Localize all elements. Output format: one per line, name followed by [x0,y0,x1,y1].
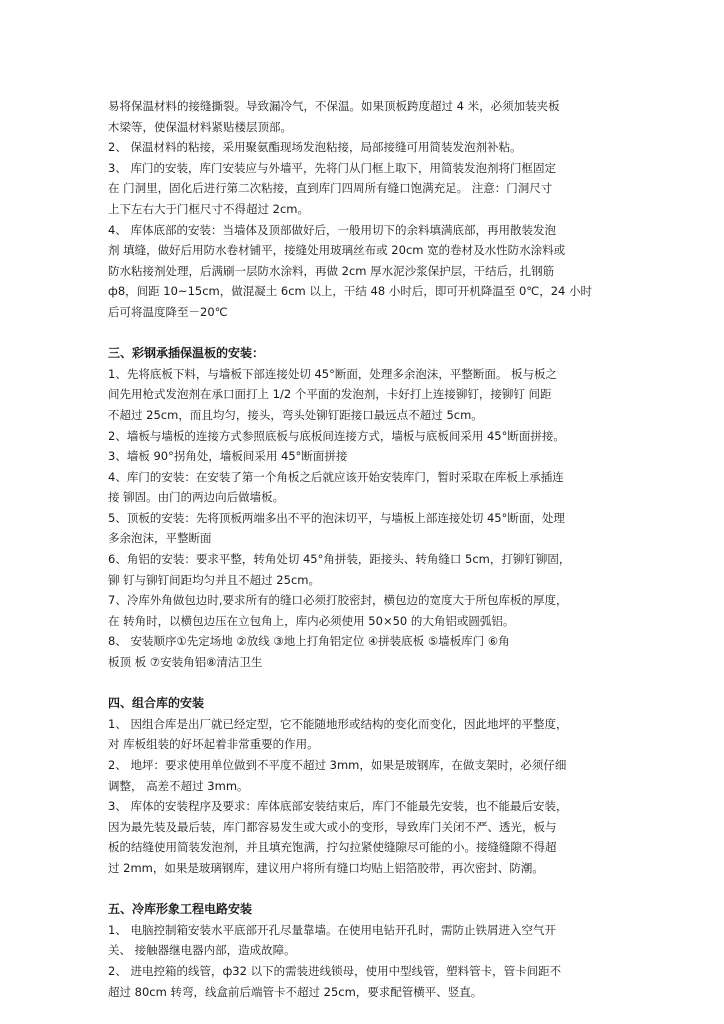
section-heading: 五、冷库形象工程电路安装 [108,902,253,917]
text-line: 防水粘接剂处理，后满刷一层防水涂料，再做 2cm 厚水泥沙浆保护层，干结后，扎钢筋 [108,263,555,278]
text-line: 2、 地坪：要求使用单位做到不平度不超过 3mm，如果是玻钢库，在做支架时，必须仔细 [108,758,567,772]
section-heading: 四、组合库的安装 [108,696,205,711]
text-line: 剂 填缝，做好后用防水卷材铺平，接缝处用玻璃丝布或 20cm 宽的卷材及水性防水涂料或 [108,243,566,258]
text-line: 因为最先装及最后装，库门都容易发生或大或小的变形，导致库门关闭不严、透光，板与 [108,819,557,834]
text-line: 7、冷库外角做包边时,要求所有的缝口必须打胶密封，横包边的宽度大于所包库板的厚度， [108,593,568,608]
text-line: 1、 因组合库是出厂就已经定型，它不能随地形或结构的变化而变化，因此地坪的平整度， [108,716,568,731]
text-line: 4、 库体底部的安装：当墙体及顶部做好后，一般用切下的余料填满底部，再用散装发泡 [108,222,556,237]
paragraph-gap [108,673,620,694]
text-line: 铆 钉与铆钉间距均匀并且不超过 25cm。 [108,572,320,587]
text-line: 在 门洞里，固化后进行第二次粘接，直到库门四周所有缝口饱满充足。 注意：门洞尺寸 [108,181,553,196]
section-3 [108,343,620,673]
text-line: 4、库门的安装：在安装了第一个角板之后就应该开始安装库门，暂时采取在库板上承插连 [108,469,564,484]
paragraph-gap [108,323,620,344]
text-line: 2、墙板与墙板的连接方式参照底板与底板间连接方式，墙板与底板间采用 45°断面拼接。 [108,428,565,443]
text-line: 2、 保温材料的粘接，采用聚氨酯现场发泡粘接，局部接缝可用简装发泡剂补粘。 [108,140,522,155]
text-line: 板的结缝使用简装发泡剂，并且填充饱满，拧勾拉紧使缝隙尽可能的小。接缝缝隙不得超 [108,840,557,855]
paragraph-gap [108,879,620,900]
text-line: 木梁等，使保温材料紧贴楼层顶部。 [108,119,292,134]
text-line: 2、 进电控箱的线管，ф32 以下的需装进线锁母，使用中型线管，塑料管卡，管卡间距不 [108,963,562,978]
text-line: 5、顶板的安装：先将顶板两端多出不平的泡沫切平，与墙板上部连接处切 45°断面，处理 [108,510,565,525]
section-heading: 三、彩钢承插保温板的安装： [108,346,265,361]
text-line: 过 2mm，如果是玻璃钢库，建议用户将所有缝口均贴上铝箔胶带，再次密封、防潮。 [108,860,544,875]
text-line: 后可将温度降至－20℃ [108,304,228,319]
document-page [108,96,620,1002]
text-line: 间先用枪式发泡剂在承口面打上 1/2 个平面的发泡剂，卡好打上连接铆钉，接铆钉 间距 [108,387,552,402]
text-line: 在 转角时，以横包边压在立包角上，库内必须使用 50×50 的大角铝或圆弧铝。 [108,613,515,628]
text-line: 上下左右大于门框尺寸不得超过 2cm。 [108,201,309,216]
text-line: 3、墙板 90°拐角处，墙板间采用 45°断面拼接 [108,449,348,464]
text-line: 3、 库体的安装程序及要求：库体底部安装结束后，库门不能最先安装，也不能最后安装， [108,799,568,814]
text-line: 3、 库门的安装，库门安装应与外墙平，先将门从门框上取下，用简装发泡剂将门框固定 [108,160,556,175]
section-4 [108,693,620,878]
text-line: 超过 80cm 转弯，线盒前后端管卡不超过 25cm，要求配管横平、竖直。 [108,984,483,999]
intro-block [108,96,620,323]
text-line: ф8，间距 10~15cm，做混凝土 6cm 以上，干结 48 小时后，即可开机降温至 0℃，24 小时 [108,284,593,299]
text-line: 调整， 高差不超过 3mm。 [108,778,249,793]
text-line: 接 铆固。由门的两边向后做墙板。 [108,490,285,505]
text-line: 8、 安装顺序①先定场地 ②放线 ③地上打角铝定位 ④拼装底板 ⑤墙板库门 ⑥角 [108,634,510,649]
text-line: 关、 接触器继电器内部，造成故障。 [108,943,296,958]
text-line: 1、先将底板下料，与墙板下部连接处切 45°断面，处理多余泡沫，平整断面。 板与板之 [108,366,558,381]
text-line: 对 库板组装的好坏起着非常重要的作用。 [108,737,319,752]
text-line: 易将保温材料的接缝撕裂。导致漏冷气，不保温。如果顶板跨度超过 4 米，必须加装夹板 [108,99,560,113]
text-line: 板顶 板 ⑦安装角铝⑧清洁卫生 [108,655,263,670]
text-line: 6、角铝的安装：要求平整，转角处切 45°角拼装，距接头、转角缝口 5cm，打铆钉铆固， [108,552,571,567]
text-line: 多余泡沫，平整断面 [108,531,212,546]
text-line: 1、 电脑控制箱安装水平底部开孔尽量靠墙。在使用电钻开孔时，需防止铁屑进入空气开 [108,922,556,937]
section-5 [108,899,620,1002]
text-line: 不超过 25cm，而且均匀，接头，弯头处铆钉距接口最远点不超过 5cm。 [108,407,483,422]
